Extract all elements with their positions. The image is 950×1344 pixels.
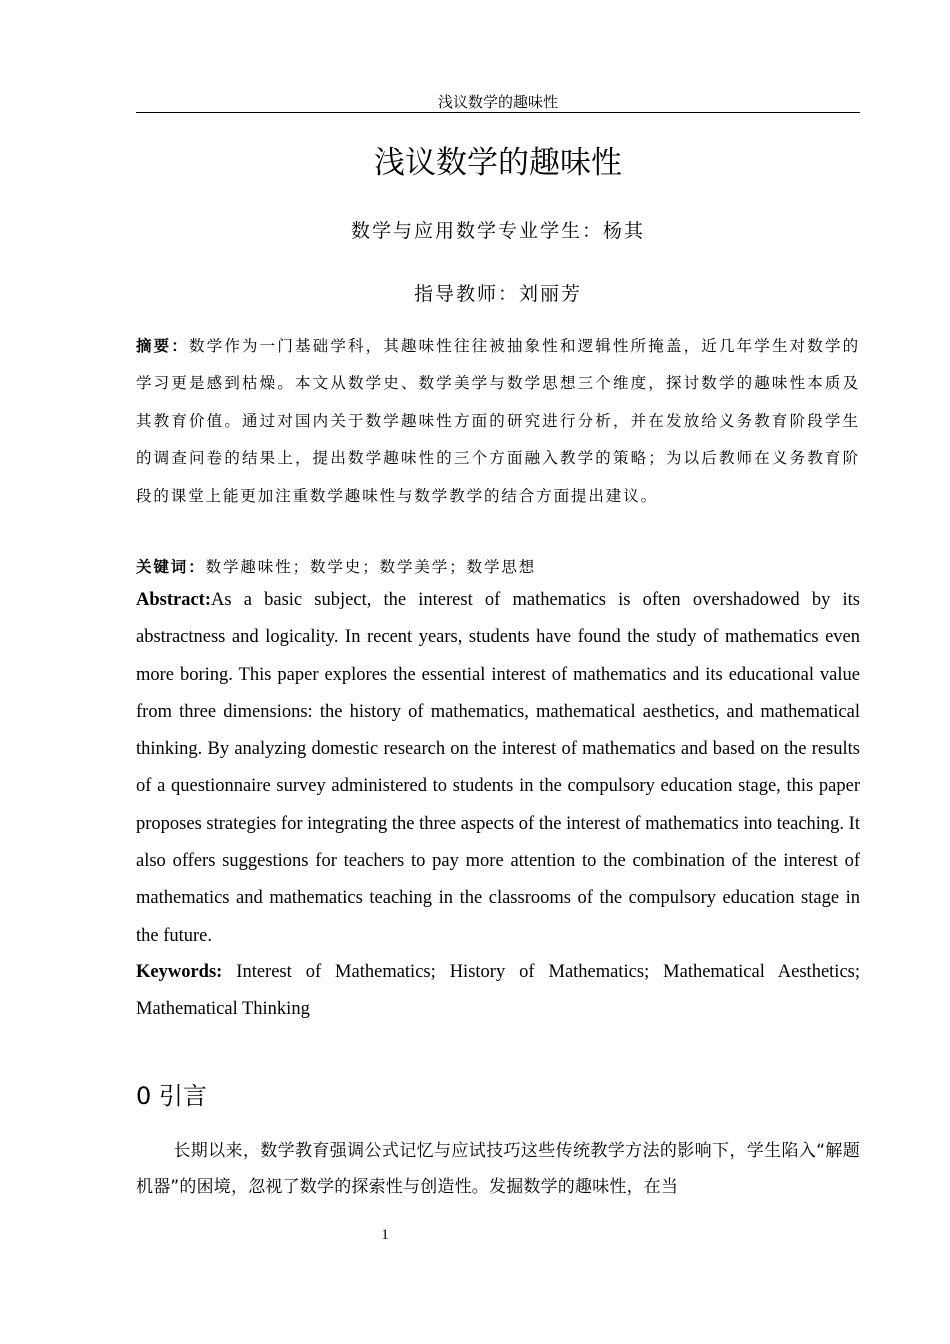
abstract-en-label: Abstract:: [136, 590, 212, 610]
abstract-en: [136, 582, 860, 955]
header-rule: [136, 112, 860, 113]
intro-paragraph: 长期以来，数学教育强调公式记忆与应试技巧这些传统教学方法的影响下，学生陷入“解题机器”的困境，忽视了数学的探索性与创造性。发掘数学的趣味性，在当: [136, 1141, 860, 1197]
running-header: 浅议数学的趣味性: [437, 93, 558, 111]
keywords-en: [136, 954, 860, 1029]
section-heading: 0 引言: [136, 1082, 207, 1110]
author-line: 数学与应用数学专业学生：杨其: [350, 220, 645, 242]
keywords-cn: [136, 552, 860, 582]
abstract-en-text: As a basic subject, the interest of mathematics is often overshadowed by its abstractness and logicality. In recent years, students have found the study of mathematics even more boring. This paper explores the essential interest of mathematics and its educational value from three dimensions: the history of mathematics, mathematical aesthetics, and mathematical thinking. By analyzing domestic research on the interest of mathematics and based on the results of a questionnaire survey administered to students in the compulsory education stage, this paper proposes strategies for integrating the three aspects of the interest of mathematics into teaching. It also offers suggestions for teachers to pay more attention to the combination of the interest of mathematics and mathematics teaching in the classrooms of the compulsory education stage in the future.: [136, 590, 860, 946]
abstract-cn-label: 摘要：: [136, 336, 189, 355]
keywords-en-text: Interest of Mathematics; History of Mathematics; Mathematical Aesthetics; Mathematical Thinking: [136, 962, 860, 1020]
abstract-cn-text: 数学作为一门基础学科，其趣味性往往被抽象性和逻辑性所掩盖，近几年学生对数学的学习更是感到枯燥。本文从数学史、数学美学与数学思想三个维度，探讨数学的趣味性本质及其教育价值。通过对国内关于数学趣味性方面的研究进行分析，并在发放给义务教育阶段学生的调查问卷的结果上，提出数学趣味性的三个方面融入教学的策略；为以后教师在义务教育阶段的课堂上能更加注重数学趣味性与数学教学的结合方面提出建议。: [136, 337, 861, 505]
abstract-cn: [136, 327, 860, 515]
page-number: 1: [381, 1227, 389, 1243]
keywords-en-label: Keywords:: [136, 962, 223, 982]
advisor-line: 指导教师：刘丽芳: [413, 283, 582, 305]
paper-title: 浅议数学的趣味性: [374, 145, 622, 181]
keywords-cn-label: 关键词：: [136, 557, 206, 576]
keywords-cn-text: 数学趣味性；数学史；数学美学；数学思想: [205, 558, 537, 576]
